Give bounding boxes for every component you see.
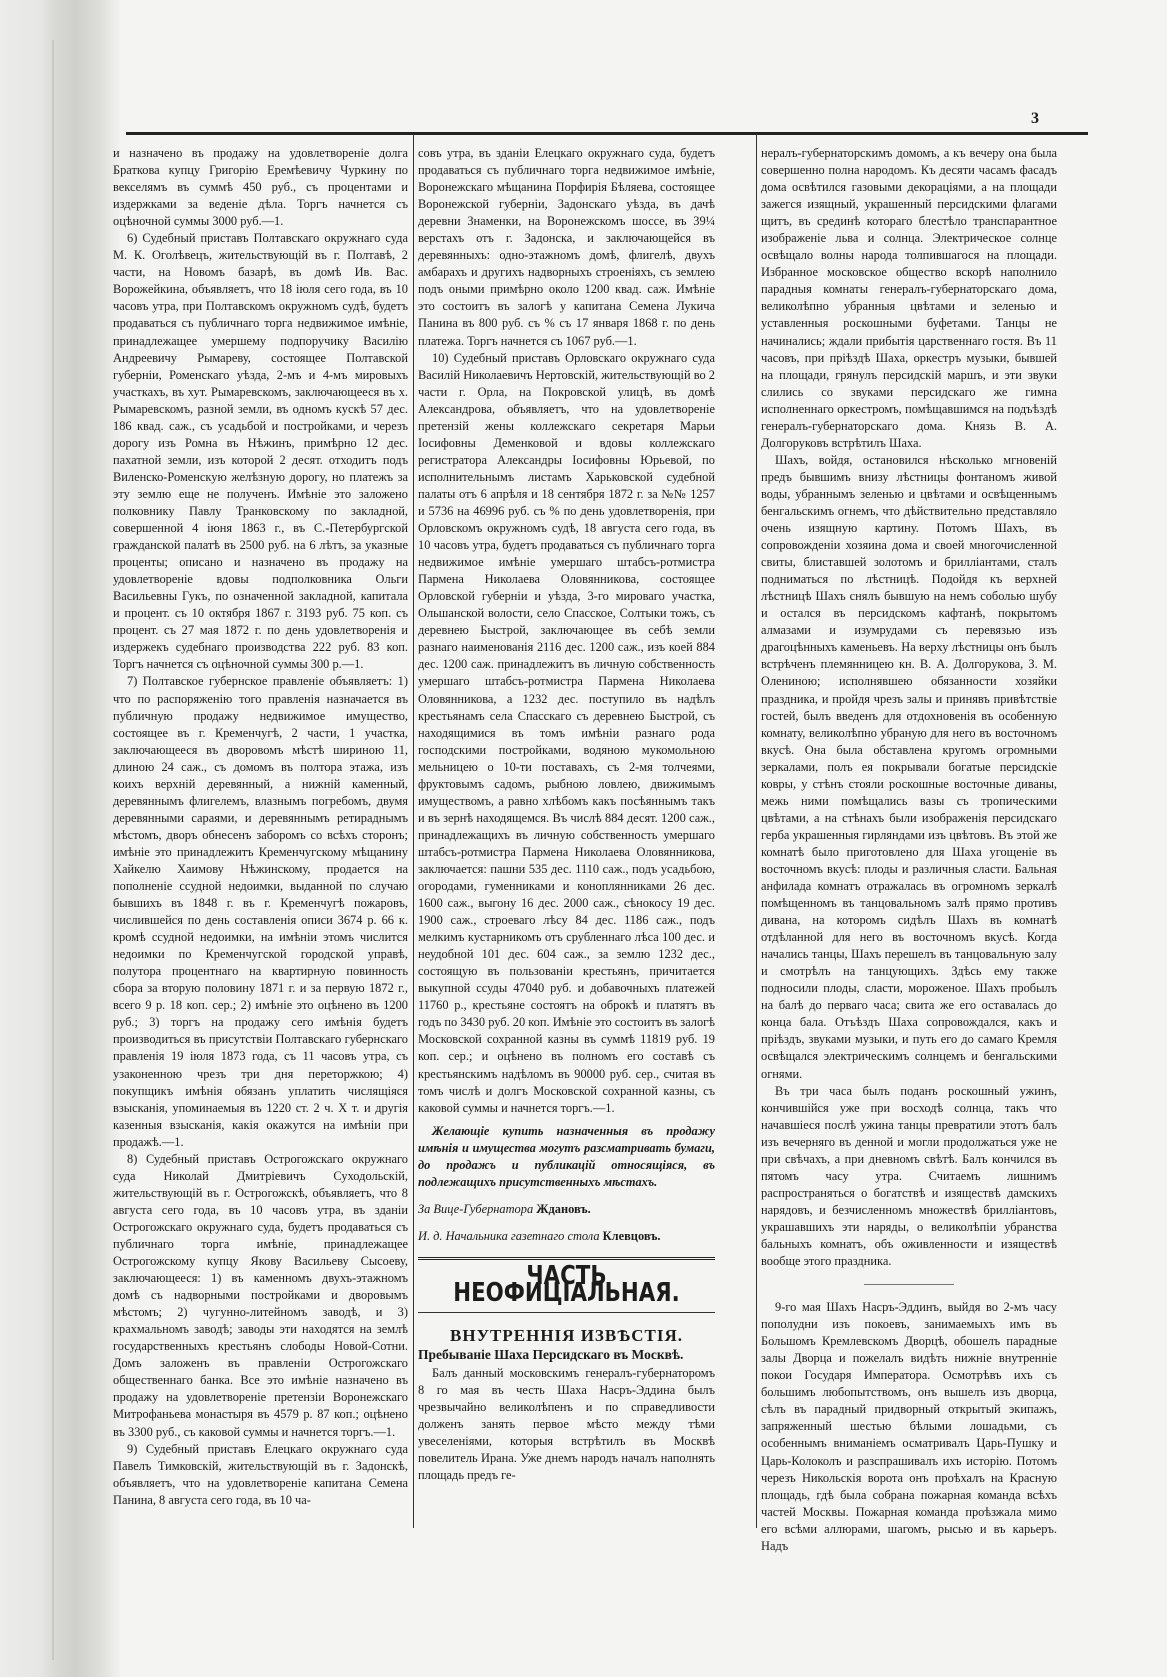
signature-role: За Вице-Губернатора	[418, 1201, 534, 1216]
signature-name: Ждановъ.	[536, 1201, 591, 1216]
paragraph: 8) Судебный приставъ Острогожскаго окружнаго суда Николай Дмитріевичъ Суходольскій, жительствующій въ г. Острогожскѣ, объявляетъ, что 8 августа сего года, въ 10 часовъ утра, въ зданіи Острогожскаго окружнаго суда, будетъ продаваться съ публичнаго торга имѣніе, принадлежащее Острогожскому купцу Якову Васильеву Сысоеву, заключающееся: 1) въ каменномъ двухъ-этажномъ домѣ съ надворными постройками и дворовымъ мѣстомъ; 2) чугунно-литейномъ заводѣ, и 3) крахмальномъ заводѣ; заводы эти находятся на землѣ государственныхъ крестьянъ слободы Новой-Сотни. Домъ заложенъ въ правленіи Острогожскаго общественнаго банка. Все это имѣніе назначено въ продажу на удовлетвореніе претензіи Воронежскаго Митрофаньева монастыря въ 4579 р. 87 коп.; оцѣнено въ 3300 руб., съ каковой суммы и начнется торгъ.—1.	[113, 1151, 408, 1439]
article-paragraph: Шахъ, войдя, остановился нѣсколько мгновеній предъ бывшимъ внизу лѣстницы фонтаномъ живой воды, убраннымъ зеленью и цвѣтами и освѣщеннымъ бенгальскимъ огнемъ, что дѣйствительно представляло очень изящную картину. Потомъ Шахъ, въ сопровожденіи хозяина дома и своей многочисленной свиты, блиставшей золотомъ и брилліантами, сталъ подниматься по лѣстницѣ. Подойдя къ верхней лѣстницѣ Шахъ снялъ бывшую на немъ соболью шубу и остался въ персидскомъ кафтанѣ, покрытомъ алмазами и изумрудами съ перевязью изъ драгоцѣнныхъ каменьевъ. На верху лѣстницы онъ былъ встрѣченъ племянницею кн. В. А. Долгорукова, З. М. Олениною; исполнявшею обязанности хозяйки праздника, и пройдя чрезъ залы и принявъ привѣтствіе гостей, былъ введенъ для отдохновенія въ особенную комнату, великолѣпно убраную для него въ восточномъ вкусѣ. Она была обставлена кругомъ огромными зеркалами, полъ ея покрывали богатые персидскіе ковры, у стѣнъ стояли роскошные восточные диваны, межь ними помѣщались вазы съ тропическими цвѣтами, а на стѣнахъ были изображенія персидскаго герба украшенныя гирляндами изъ цвѣтовъ. Въ этой же комнатѣ было приготовлено для Шаха угощеніе въ восточномъ вкусѣ: плоды и различныя сласти. Бальная анфилада комнатъ отражалась въ огромномъ зеркалѣ помѣщенномъ въ танцовальномъ залѣ прямо противъ дивана, на которомъ сидѣлъ Шахъ въ комнатѣ отдѣланной для него въ восточномъ вкусѣ. Когда начались танцы, Шахъ перешелъ въ танцовальную залу и смотрѣлъ на танцующихъ. Здѣсь ему также подносили плоды, сласти, мороженое. Шахъ пробылъ на балѣ до перваго часа; свита же его оставалась до конца бала. Отъѣздъ Шаха сопровождался, какъ и пріѣздъ, звуками музыки, и путь его до самаго Кремля освѣщался электрическимъ солнцемъ и бенгальскими огнями.	[761, 452, 1057, 1081]
signature-name: Клевцовъ.	[602, 1228, 661, 1243]
article-paragraph: Балъ данный московскимъ генералъ-губернаторомъ 8 го мая въ честь Шаха Насръ-Эддина былъ чрезвычайно великолѣпенъ и по справедливости долженъ занять первое мѣсто между тѣми увеселеніями, которыя встрѣтилъ въ Москвѣ повелитель Ирана. Уже днемъ народъ началъ наполнять площадь предъ ге-	[418, 1366, 715, 1483]
article-paragraph: 9-го мая Шахъ Насръ-Эддинъ, выйдя во 2-мъ часу пополудни изъ покоевъ, занимаемыхъ имъ въ Большомъ Кремлевскомъ Дворцѣ, обошелъ парадные залы Дворца и пожелалъ видѣть нижніе внутренніе покои Государя Императора. Осмотрѣвъ ихъ съ большимъ любопытствомъ, онъ вышелъ изъ дворца, сѣлъ въ парадный придворный открытый экипажъ, запряженный шестью бѣлыми лошадьми, съ особеннымъ вниманіемъ осматривалъ Царь-Пушку и Царь-Колоколъ и разспрашивалъ ихъ исторію. Потомъ черезъ Никольскія ворота онъ проѣхалъ на Красную площадь, гдѣ была собрана пожарная команда всѣхъ частей Москвы. Пожарная команда проѣзжала мимо его всѣми аллюрами, шагомъ, рысью и въ карьеръ. Надъ	[761, 1300, 1057, 1553]
column-3	[761, 145, 1057, 1555]
article-paragraph: Въ три часа былъ поданъ роскошный ужинъ, кончившійся уже при восходѣ солнца, такъ что начавшіеся послѣ ужина танцы превратили этотъ балъ изъ вечерняго въ денной и могли продолжаться уже не при свѣчахъ, а при дневномъ свѣтѣ. Балъ кончился въ пятомъ часу утра. Считаемъ лишнимъ распространяться о богатствѣ и изяществѣ дамскихъ нарядовъ, и безчисленномъ множествѣ брилліантовъ, украшавшихъ эти наряды, о великолѣпіи убранства бальныхъ комнатъ, объ оживленности и изяществѣ вообще этого праздника.	[761, 1083, 1057, 1269]
section-title: ВНУТРЕННІЯ ИЗВѢСТІЯ.	[450, 1326, 683, 1346]
signature-desk-head	[418, 1228, 715, 1245]
column-1	[113, 145, 408, 1509]
title-divider	[418, 1312, 715, 1313]
scan-binding-line	[52, 40, 54, 1660]
paragraph: 6) Судебный приставъ Полтавскаго окружнаго суда М. К. Оголѣвецъ, жительствующій въ г. Полтавѣ, 2 части, на Новомъ базарѣ, въ домѣ Ив. Вас. Ворожейкина, объявляетъ, что 18 іюля сего года, въ 10 часовъ утра, при Полтавскомъ окружномъ судѣ, будетъ продаваться съ публичнаго торга недвижимое имѣніе, принадлежащее умершему подпоручику Василію Андреевичу Рымареву, состоящее Полтавской губерніи, Роменскаго уѣзда, 2-мъ и 4-мъ мировыхъ участкахъ, въ хут. Рымаревскомъ, заключающееся въ х. Рымаревскомъ, разной земли, въ одномъ кускѣ 57 дес. 186 квад. саж., съ усадьбой и постройками, и черезъ дорогу изъ Ромна въ Нѣжинъ, примѣрно 12 дес. пахатной земли, изъ которой 2 десят. отходитъ подъ Виленско-Роменскую желѣзную дорогу, но платежъ за эту землю еще не полученъ. Имѣніе это заложено полковнику Павлу Транковскому по закладной, совершенной 4 іюня 1863 г., въ С.-Петербургской гражданской палатѣ въ 2500 руб. на 6 лѣтъ, за указные проценты; описано и назначено въ продажу на удовлетвореніе вдовы подполковника Ольги Васильевны Гукъ, по означенной закладной, капитала и процент. съ 10 октября 1867 г. 3193 руб. 75 коп. съ процент. съ 27 мая 1872 г. по день удовлетворенія и издержекъ судебнаго производства 222 руб. 83 коп. Торгъ начнется съ оцѣночной суммы 300 р.—1.	[113, 231, 408, 672]
section-divider	[418, 1257, 715, 1260]
paragraph: 7) Полтавское губернское правленіе объявляетъ: 1) что по распоряженію того правленія назначается въ публичную продажу недвижимое имущество, состоящее въ г. Кременчугѣ, 2 части, 1 участка, заключающееся въ дворовомъ мѣстѣ шириною 11, длиною 24 саж., съ домомъ въ полтора этажа, изъ коихъ верхній деревянный, а нижній каменный, деревяннымъ флигелемъ, влазнымъ погребомъ, двумя деревянными сараями, и деревяннымъ ретираднымъ мѣстомъ, дворъ обнесенъ заборомъ со всѣхъ сторонъ; имѣніе это принадлежитъ Кременчугскому мѣщанину Хайкелю Хаимову Нѣжинскому, продается на пополненіе ссудной недоимки, выданной по случаю бывшихъ въ 1848 г. въ г. Кременчугѣ пожаровъ, числившейся по день составленія описи 3674 р. 66 к. кромѣ ссудной недоимки, на имѣніи этомъ числится недоимки по Кременчугской городской управѣ, полутора процентнаго на квартирную повинность сбора за вторую половину 1871 г. и за первую 1872 г., всего 9 р. 18 коп. сер.; 2) имѣніе это оцѣнено въ 1200 руб.; 3) торгъ на продажу сего имѣнія будетъ производиться въ присутствіи Полтавскаго губернскаго правленія 19 іюля 1873 года, съ 11 часовъ утра, съ узаконенною чрезъ три дня переторжкою; 4) покупщикъ имѣнія обязанъ уплатить числящіяся взысканія, упоминаемыя въ 1220 ст. 2 ч. X т. и другія казенныя взысканія, какія окажутся на имѣніи при продажѣ.—1.	[113, 674, 408, 1149]
scan-page-edge	[0, 0, 120, 1677]
paragraph: и назначено въ продажу на удовлетвореніе долга Браткова купцу Григорію Еремѣевичу Чуркину по векселямъ въ суммѣ 450 руб., съ процентами и издержками за веденіе дѣла. Торгъ начнется съ оцѣночной суммы 3000 руб.—1.	[113, 146, 408, 229]
paragraph: 9) Судебный приставъ Елецкаго окружнаго суда Павелъ Тимковскій, жительствующій въ г. Задонскѣ, объявляетъ, что на удовлетвореніе капитана Семена Панина, 8 августа сего года, въ 10 ча-	[113, 1441, 408, 1507]
signature-role: И. д. Начальника газетнаго стола	[418, 1228, 600, 1243]
paragraph-divider	[864, 1284, 954, 1285]
column-2	[418, 145, 715, 1484]
signature-vice-governor	[418, 1201, 715, 1218]
column-divider-2	[756, 133, 757, 1528]
header-rule	[126, 132, 1088, 135]
purchase-notice: Желающіе купить назначенныя въ продажу имѣнія и имущества могутъ разсматривать бумаги, до продажъ и публикацій относящіяся, въ подлежащихъ присутственныхъ мѣстахъ.	[418, 1123, 715, 1189]
article-paragraph: нералъ-губернаторскимъ домомъ, а къ вечеру она была совершенно полна народомъ. Къ десяти часамъ фасадъ дома освѣтился газовыми декораціями, а на площади зажегся изящный, украшенный персидскими флагами щитъ, въ срединѣ котораго блестѣло транспарантное изображеніе льва и солнца. Электрическое солнце освѣщало волны народа толпившагося на площади. Избранное московское общество вскорѣ наполнило парадныя комнаты генералъ-губернаторскаго дома, великолѣпно убранныя цвѣтами и зеленью и уставленныя роскошными буфетами. Танцы не начинались; ждали прибытія царственнаго гостя. Въ 11 часовъ, при пріѣздѣ Шаха, оркестръ музыки, бывшей на площади, грянулъ персидскій маршъ, и эти звуки слились со звуками персидскаго же гимна исполненнаго оркестромъ, помѣщавшимся на подъѣздѣ генералъ-губернаторскаго дома. Князь В. А. Долгоруковъ встрѣтилъ Шаха.	[761, 146, 1057, 450]
paragraph: 10) Судебный приставъ Орловскаго окружнаго суда Василій Николаевичъ Нертовскій, жительствующій во 2 части г. Орла, на Покровской улицѣ, въ домѣ Александрова, объявляетъ, что на удовлетвореніе претензій жены коллежскаго секретаря Марьи Іосифовны Деменковой и вдовы коллежскаго регистратора Александры Іосифовны Юрьевой, по исполнительнымъ листамъ Харьковской судебной палаты отъ 6 апрѣля и 18 сентября 1872 г. за №№ 1257 и 5736 на 46996 руб. съ % по день удовлетворенія, при Орловскомъ окружномъ судѣ, 18 августа сего года, въ 10 часовъ утра, будетъ продаваться съ публичнаго торга недвижимое имѣніе умершаго штабсъ-ротмистра Пармена Николаева Оловянникова, состоящее Орловской губерніи и уѣзда, 3-го мироваго участка, Ольшанской волости, село Спасское, Солтыки тожъ, съ деревнею Быстрой, заключающее въ себѣ земли разнаго наименованія 2116 дес. 1200 саж., изъ коей 884 дес. 1200 саж. принадлежитъ въ личную собственность умершаго штабсъ-ротмистра Пармена Николаева Оловянникова, а 1232 дес. поступило въ надѣлъ крестьянамъ села Спасскаго съ деревнею Быстрой, съ находящимися въ томъ имѣніи разнаго рода господскими постройками, водяною мукомольною мельницею о 10-ти поставахъ, съ 2-мя толчеями, фруктовымъ садомъ, рыбною ловлею, движимымъ имуществомъ, а равно хлѣбомъ какъ посѣяннымъ такъ и въ зернѣ находящемся. Въ числѣ 884 десят. 1200 саж., принадлежащихъ въ личную собственность умершаго штабсъ-ротмистра Пармена Николаева Оловянникова, заключается: пашни 535 дес. 1110 саж., подъ усадьбою, огородами, гуменниками и коноплянниками 26 дес. 1600 саж., выгону 16 дес. 2000 саж., сѣнокосу 19 дес. 1900 саж., строеваго лѣсу 84 дес. 1186 саж., подъ мелкимъ кустарникомъ отъ срубленнаго лѣса 100 дес. и неудобной 101 дес. 604 саж., за землю 1232 дес., состоящую въ пользованіи крестьянъ, причитается выкупной ссуды 47040 руб. и добавочныхъ платежей 11760 р., крестьяне состоятъ на оброкѣ и платятъ въ годъ по 3430 руб. 20 коп. Имѣніе это состоитъ въ залогѣ Московской сохранной казны въ суммѣ 11819 руб. 19 коп. сер.; и оцѣнено въ полномъ его составѣ съ крестьянскимъ надѣломъ въ 90000 руб. сер., считая въ томъ числѣ и долгъ Московской сохранной казны, съ каковой суммы и начнется торгъ.—1.	[418, 350, 715, 1115]
paragraph: совъ утра, въ зданіи Елецкаго окружнаго суда, будетъ продаваться съ публичнаго торга недвижимое имѣніе, Воронежскаго мѣщанина Порфирія Бѣляева, состоящее Воронежской губерніи, Задонскаго уѣзда, въ дачѣ деревни Знаменки, на Воронежскомъ шоссе, въ 39¼ верстахъ отъ г. Задонска, и заключающейся въ деревянныхъ: одно-этажномъ домѣ, флигелѣ, двухъ амбарахъ и другихъ надворныхъ строеніяхъ, съ землею подъ оными примѣрно около 1200 квад. саж. Имѣніе это состоитъ въ залогѣ у капитана Семена Лукича Панина въ 800 руб. съ % съ 17 января 1868 г. по день платежа. Торгъ начнется съ 1067 руб.—1.	[418, 146, 715, 348]
column-divider-1	[413, 133, 414, 1528]
article-title: Пребываніе Шаха Персидскаго въ Москвѣ.	[418, 1347, 684, 1363]
part-title: ЧАСТЬ НЕОФИЦІАЛЬНАЯ.	[453, 1260, 680, 1308]
page-number: 3	[1031, 110, 1039, 127]
